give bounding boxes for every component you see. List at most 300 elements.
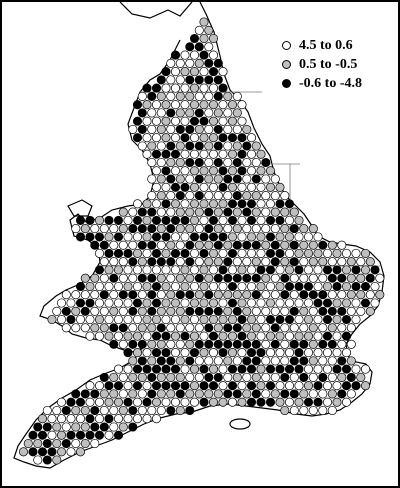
site-marker-high <box>209 348 217 356</box>
site-marker-mid <box>200 18 208 26</box>
site-marker-low <box>148 241 156 249</box>
site-marker-low <box>219 84 227 92</box>
site-marker-mid <box>347 258 355 266</box>
site-marker-low <box>129 258 137 266</box>
site-marker-low <box>243 274 251 282</box>
site-marker-mid <box>224 291 232 299</box>
site-marker-high <box>57 398 65 406</box>
site-marker-low <box>162 200 170 208</box>
site-marker-high <box>243 158 251 166</box>
site-marker-low <box>205 59 213 67</box>
site-marker-mid <box>57 448 65 456</box>
site-marker-mid <box>252 208 260 216</box>
site-marker-high <box>143 266 151 274</box>
site-marker-high <box>304 365 312 373</box>
site-marker-high <box>157 208 165 216</box>
site-marker-mid <box>247 315 255 323</box>
site-marker-mid <box>176 142 184 150</box>
site-marker-mid <box>53 456 61 464</box>
site-marker-low <box>162 167 170 175</box>
site-marker-mid <box>205 241 213 249</box>
site-marker-mid <box>176 158 184 166</box>
site-marker-mid <box>228 315 236 323</box>
site-marker-low <box>233 324 241 332</box>
site-marker-low <box>152 299 160 307</box>
site-marker-high <box>276 382 284 390</box>
site-marker-mid <box>209 34 217 42</box>
site-marker-high <box>181 233 189 241</box>
site-marker-low <box>76 398 84 406</box>
site-marker-low <box>271 241 279 249</box>
site-marker-low <box>152 348 160 356</box>
site-marker-mid <box>167 373 175 381</box>
site-marker-high <box>171 233 179 241</box>
site-marker-mid <box>243 125 251 133</box>
site-marker-low <box>200 51 208 59</box>
site-marker-low <box>328 340 336 348</box>
site-marker-high <box>219 117 227 125</box>
site-marker-low <box>200 398 208 406</box>
site-marker-high <box>262 340 270 348</box>
site-marker-low <box>295 348 303 356</box>
site-marker-low <box>214 373 222 381</box>
site-marker-low <box>186 125 194 133</box>
site-marker-low <box>148 92 156 100</box>
site-marker-high <box>271 274 279 282</box>
site-marker-low <box>347 373 355 381</box>
site-marker-mid <box>319 258 327 266</box>
site-marker-mid <box>247 332 255 340</box>
site-marker-low <box>181 382 189 390</box>
site-marker-low <box>200 249 208 257</box>
site-marker-high <box>195 373 203 381</box>
site-marker-high <box>319 274 327 282</box>
site-marker-low <box>281 390 289 398</box>
site-marker-low <box>290 241 298 249</box>
site-marker-high <box>219 365 227 373</box>
site-marker-low <box>314 382 322 390</box>
site-marker-low <box>167 109 175 117</box>
site-marker-high <box>328 373 336 381</box>
site-marker-low <box>100 241 108 249</box>
site-marker-mid <box>271 390 279 398</box>
site-marker-mid <box>91 274 99 282</box>
site-marker-low <box>86 216 94 224</box>
site-marker-high <box>162 183 170 191</box>
site-marker-high <box>205 109 213 117</box>
site-marker-low <box>186 43 194 51</box>
site-marker-low <box>114 382 122 390</box>
site-marker-high <box>300 406 308 414</box>
site-marker-high <box>257 183 265 191</box>
site-marker-high <box>86 315 94 323</box>
site-marker-low <box>133 365 141 373</box>
site-marker-mid <box>214 291 222 299</box>
site-marker-mid <box>91 324 99 332</box>
site-marker-low <box>133 299 141 307</box>
site-marker-mid <box>124 282 132 290</box>
site-marker-low <box>224 340 232 348</box>
site-marker-high <box>314 348 322 356</box>
site-marker-low <box>171 249 179 257</box>
site-marker-mid <box>295 249 303 257</box>
site-marker-low <box>91 241 99 249</box>
site-marker-low <box>214 274 222 282</box>
site-marker-high <box>247 150 255 158</box>
site-marker-low <box>233 241 241 249</box>
site-marker-mid <box>209 117 217 125</box>
site-marker-mid <box>138 324 146 332</box>
site-marker-mid <box>228 150 236 158</box>
site-marker-mid <box>238 299 246 307</box>
site-marker-high <box>124 299 132 307</box>
site-marker-mid <box>328 324 336 332</box>
site-marker-mid <box>304 332 312 340</box>
site-marker-low <box>266 233 274 241</box>
site-marker-low <box>86 415 94 423</box>
site-marker-low <box>205 373 213 381</box>
site-marker-low <box>157 357 165 365</box>
site-marker-high <box>190 315 198 323</box>
site-marker-low <box>143 84 151 92</box>
site-marker-low <box>167 224 175 232</box>
site-marker-mid <box>195 291 203 299</box>
site-marker-low <box>171 183 179 191</box>
site-marker-low <box>290 340 298 348</box>
site-marker-mid <box>252 142 260 150</box>
site-marker-mid <box>281 208 289 216</box>
site-marker-low <box>143 398 151 406</box>
site-marker-mid <box>243 191 251 199</box>
site-marker-mid <box>190 332 198 340</box>
site-marker-low <box>162 348 170 356</box>
site-marker-mid <box>257 167 265 175</box>
site-marker-high <box>43 406 51 414</box>
site-marker-mid <box>233 291 241 299</box>
site-marker-low <box>243 208 251 216</box>
site-marker-low <box>181 332 189 340</box>
site-marker-low <box>186 142 194 150</box>
site-marker-high <box>290 274 298 282</box>
site-marker-high <box>176 59 184 67</box>
site-marker-high <box>262 191 270 199</box>
site-marker-mid <box>176 406 184 414</box>
site-marker-low <box>181 249 189 257</box>
site-marker-low <box>257 348 265 356</box>
site-marker-low <box>167 357 175 365</box>
site-marker-high <box>295 299 303 307</box>
site-marker-low <box>266 249 274 257</box>
site-marker-high <box>100 274 108 282</box>
site-marker-mid <box>110 373 118 381</box>
site-marker-mid <box>186 208 194 216</box>
site-marker-low <box>214 59 222 67</box>
site-marker-high <box>319 390 327 398</box>
site-marker-low <box>247 216 255 224</box>
site-marker-high <box>266 282 274 290</box>
site-marker-mid <box>186 92 194 100</box>
site-marker-low <box>233 274 241 282</box>
site-marker-low <box>233 158 241 166</box>
site-marker-low <box>205 307 213 315</box>
site-marker-high <box>200 332 208 340</box>
site-marker-low <box>181 183 189 191</box>
site-marker-high <box>129 208 137 216</box>
site-marker-high <box>119 340 127 348</box>
site-marker-low <box>205 340 213 348</box>
site-marker-low <box>129 291 137 299</box>
site-marker-high <box>91 224 99 232</box>
site-marker-mid <box>100 324 108 332</box>
site-marker-low <box>38 431 46 439</box>
site-marker-low <box>214 92 222 100</box>
site-marker-high <box>243 373 251 381</box>
site-marker-low <box>200 365 208 373</box>
site-marker-low <box>338 307 346 315</box>
site-marker-low <box>148 274 156 282</box>
site-marker-mid <box>314 249 322 257</box>
site-marker-high <box>304 299 312 307</box>
site-marker-mid <box>157 175 165 183</box>
site-marker-low <box>323 332 331 340</box>
site-marker-high <box>271 224 279 232</box>
legend-label-mid: 0.5 to -0.5 <box>299 57 358 72</box>
site-marker-high <box>171 67 179 75</box>
site-marker-low <box>224 258 232 266</box>
site-marker-high <box>276 299 284 307</box>
site-marker-mid <box>285 266 293 274</box>
site-marker-low <box>252 291 260 299</box>
site-marker-low <box>91 406 99 414</box>
site-marker-low <box>119 291 127 299</box>
site-marker-high <box>190 282 198 290</box>
site-marker-low <box>328 307 336 315</box>
site-marker-low <box>190 348 198 356</box>
site-marker-low <box>209 67 217 75</box>
site-marker-high <box>209 266 217 274</box>
site-marker-high <box>110 423 118 431</box>
site-marker-high <box>304 233 312 241</box>
site-marker-mid <box>243 324 251 332</box>
site-marker-high <box>228 398 236 406</box>
site-marker-high <box>257 200 265 208</box>
site-marker-high <box>352 249 360 257</box>
site-marker-high <box>224 158 232 166</box>
site-marker-mid <box>200 348 208 356</box>
site-marker-mid <box>214 175 222 183</box>
site-marker-high <box>124 315 132 323</box>
site-marker-low <box>323 299 331 307</box>
site-marker-high <box>181 51 189 59</box>
site-marker-mid <box>195 241 203 249</box>
site-marker-low <box>181 216 189 224</box>
site-marker-low <box>295 365 303 373</box>
site-marker-mid <box>276 183 284 191</box>
site-marker-low <box>138 274 146 282</box>
site-marker-mid <box>257 150 265 158</box>
site-marker-high <box>309 406 317 414</box>
site-marker-low <box>67 431 75 439</box>
site-marker-mid <box>205 175 213 183</box>
site-marker-high <box>129 125 137 133</box>
site-marker-high <box>143 348 151 356</box>
site-marker-low <box>247 398 255 406</box>
site-marker-mid <box>200 167 208 175</box>
site-marker-mid <box>81 406 89 414</box>
site-marker-low <box>205 224 213 232</box>
site-marker-low <box>224 324 232 332</box>
site-marker-high <box>171 84 179 92</box>
site-marker-high <box>319 324 327 332</box>
site-marker-high <box>181 117 189 125</box>
site-marker-mid <box>119 208 127 216</box>
site-marker-high <box>238 249 246 257</box>
site-marker-mid <box>228 233 236 241</box>
site-marker-low <box>266 266 274 274</box>
site-marker-high <box>186 373 194 381</box>
site-marker-high <box>314 315 322 323</box>
site-marker-mid <box>276 282 284 290</box>
site-marker-mid <box>224 357 232 365</box>
site-marker-high <box>333 332 341 340</box>
site-marker-high <box>148 125 156 133</box>
site-marker-mid <box>195 390 203 398</box>
site-marker-low <box>200 117 208 125</box>
site-marker-high <box>247 299 255 307</box>
site-marker-low <box>252 241 260 249</box>
site-marker-mid <box>72 406 80 414</box>
site-marker-high <box>233 125 241 133</box>
site-marker-high <box>328 357 336 365</box>
site-marker-mid <box>176 109 184 117</box>
site-marker-low <box>209 382 217 390</box>
site-marker-low <box>143 365 151 373</box>
site-marker-mid <box>205 142 213 150</box>
site-marker-high <box>285 332 293 340</box>
site-marker-mid <box>86 282 94 290</box>
site-marker-high <box>205 43 213 51</box>
site-marker-mid <box>190 216 198 224</box>
site-marker-low <box>247 365 255 373</box>
site-marker-mid <box>105 332 113 340</box>
site-marker-mid <box>224 241 232 249</box>
site-marker-low <box>138 109 146 117</box>
site-marker-low <box>228 200 236 208</box>
legend-label-high: 4.5 to 0.6 <box>299 38 353 53</box>
site-marker-low <box>271 324 279 332</box>
site-marker-low <box>228 249 236 257</box>
site-marker-high <box>262 208 270 216</box>
site-marker-low <box>152 249 160 257</box>
site-marker-high <box>186 59 194 67</box>
site-marker-mid <box>176 208 184 216</box>
site-marker-high <box>162 398 170 406</box>
site-marker-mid <box>129 357 137 365</box>
site-marker-high <box>110 224 118 232</box>
site-marker-high <box>181 150 189 158</box>
site-marker-mid <box>53 423 61 431</box>
site-marker-low <box>138 340 146 348</box>
site-marker-low <box>171 150 179 158</box>
site-marker-mid <box>200 134 208 142</box>
site-marker-high <box>281 340 289 348</box>
site-marker-low <box>304 398 312 406</box>
site-marker-mid <box>309 340 317 348</box>
site-marker-high <box>319 357 327 365</box>
site-marker-low <box>162 332 170 340</box>
site-marker-mid <box>228 101 236 109</box>
site-marker-high <box>205 357 213 365</box>
site-marker-high <box>219 299 227 307</box>
site-marker-low <box>190 117 198 125</box>
site-marker-low <box>342 315 350 323</box>
site-marker-mid <box>300 390 308 398</box>
site-marker-high <box>252 158 260 166</box>
site-marker-high <box>338 324 346 332</box>
site-marker-low <box>190 233 198 241</box>
site-marker-high <box>281 307 289 315</box>
site-marker-high <box>110 406 118 414</box>
site-marker-high <box>72 324 80 332</box>
site-marker-high <box>143 415 151 423</box>
site-marker-low <box>319 241 327 249</box>
site-marker-low <box>285 315 293 323</box>
site-marker-low <box>162 365 170 373</box>
site-marker-mid <box>281 241 289 249</box>
site-marker-high <box>190 266 198 274</box>
site-marker-high <box>233 92 241 100</box>
site-marker-high <box>119 373 127 381</box>
site-marker-mid <box>209 365 217 373</box>
site-marker-low <box>76 233 84 241</box>
site-marker-low <box>81 307 89 315</box>
site-marker-high <box>285 382 293 390</box>
site-marker-low <box>319 291 327 299</box>
site-marker-high <box>95 398 103 406</box>
site-marker-mid <box>190 67 198 75</box>
site-marker-high <box>105 431 113 439</box>
site-marker-low <box>171 216 179 224</box>
site-marker-mid <box>95 315 103 323</box>
site-marker-mid <box>233 224 241 232</box>
site-marker-high <box>304 266 312 274</box>
site-marker-mid <box>257 233 265 241</box>
site-marker-high <box>271 191 279 199</box>
site-marker-low <box>186 76 194 84</box>
site-marker-high <box>143 134 151 142</box>
site-marker-low <box>152 282 160 290</box>
site-marker-high <box>72 224 80 232</box>
site-marker-mid <box>152 398 160 406</box>
site-marker-mid <box>281 406 289 414</box>
site-marker-mid <box>361 382 369 390</box>
site-marker-high <box>243 258 251 266</box>
site-marker-low <box>271 340 279 348</box>
site-marker-low <box>209 216 217 224</box>
site-marker-high <box>157 158 165 166</box>
site-marker-high <box>347 390 355 398</box>
site-marker-mid <box>357 291 365 299</box>
site-marker-high <box>347 324 355 332</box>
site-marker-mid <box>233 208 241 216</box>
site-marker-high <box>119 241 127 249</box>
site-marker-low <box>48 448 56 456</box>
site-marker-high <box>34 456 42 464</box>
site-marker-low <box>219 183 227 191</box>
site-marker-high <box>276 348 284 356</box>
site-marker-mid <box>105 398 113 406</box>
site-marker-mid <box>276 233 284 241</box>
